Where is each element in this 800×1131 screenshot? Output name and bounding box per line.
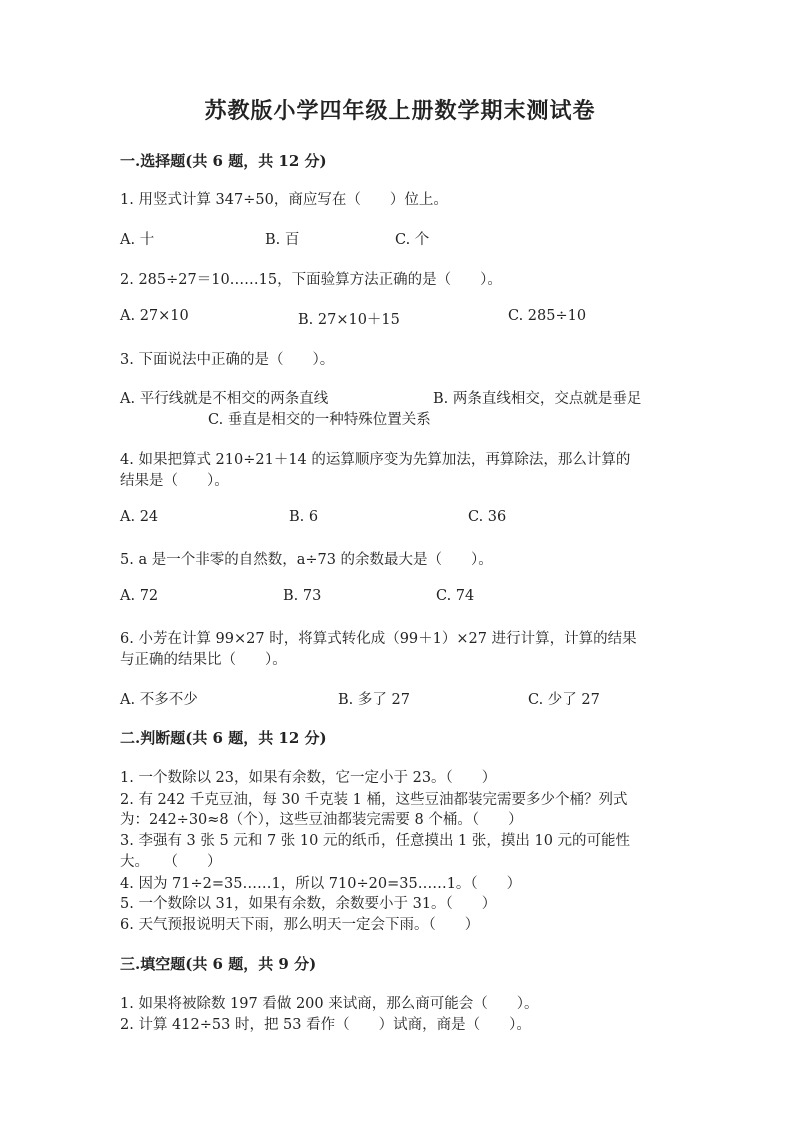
question-2: 2. 285÷27＝10……15，下面验算方法正确的是（ ）。 (120, 272, 502, 288)
q2-option-a: A. 27×10 (120, 308, 189, 324)
q1-option-a: A. 十 (120, 232, 155, 248)
q1-option-b: B. 百 (265, 232, 300, 248)
section-title-choice: 一.选择题(共 6 题，共 12 分) (120, 152, 327, 170)
judgement-line: 6. 天气预报说明天下雨，那么明天一定会下雨。（ ） (120, 917, 480, 933)
q6-option-c: C. 少了 27 (528, 692, 600, 708)
fill-in-line: 2. 计算 412÷53 时，把 53 看作（ ）试商，商是（ ）。 (120, 1017, 531, 1033)
section-title-fill-in: 三.填空题(共 6 题，共 9 分) (120, 955, 317, 973)
fill-in-line: 1. 如果将被除数 197 看做 200 来试商，那么商可能会（ ）。 (120, 996, 539, 1012)
question-5: 5. a 是一个非零的自然数，a÷73 的余数最大是（ ）。 (120, 552, 493, 568)
q4-option-b: B. 6 (289, 509, 319, 525)
q3-option-b: B. 两条直线相交，交点就是垂足 (433, 391, 642, 407)
q5-option-a: A. 72 (120, 588, 159, 604)
judgement-line: 为：242÷30≈8（个），这些豆油都装完需要 8 个桶。（ ） (120, 812, 523, 828)
q6-option-a: A. 不多不少 (120, 692, 198, 708)
question-6-line2: 与正确的结果比（ ）。 (120, 652, 287, 668)
q3-option-c: C. 垂直是相交的一种特殊位置关系 (208, 412, 431, 428)
q4-option-a: A. 24 (120, 509, 159, 525)
section-title-judgement: 二.判断题(共 6 题，共 12 分) (120, 729, 327, 747)
q6-option-b: B. 多了 27 (338, 692, 410, 708)
q2-option-c: C. 285÷10 (508, 308, 587, 324)
q4-option-c: C. 36 (468, 509, 507, 525)
judgement-line: 1. 一个数除以 23，如果有余数，它一定小于 23。（ ） (120, 770, 497, 786)
page-title: 苏教版小学四年级上册数学期末测试卷 (204, 98, 596, 124)
q2-option-b: B. 27×10＋15 (298, 312, 400, 328)
judgement-line: 2. 有 242 千克豆油，每 30 千克装 1 桶，这些豆油都装完需要多少个桶？列式 (120, 792, 628, 808)
judgement-line: 5. 一个数除以 31，如果有余数，余数要小于 31。（ ） (120, 896, 497, 912)
judgement-line: 大。 （ ） (120, 854, 222, 870)
question-3: 3. 下面说法中正确的是（ ）。 (120, 352, 335, 368)
question-1: 1. 用竖式计算 347÷50，商应写在（ ）位上。 (120, 192, 448, 208)
question-6-line1: 6. 小芳在计算 99×27 时，将算式转化成（99＋1）×27 进行计算，计算的结果 (120, 631, 637, 647)
judgement-line: 4. 因为 71÷2=35……1，所以 710÷20=35……1。（ ） (120, 876, 522, 892)
q5-option-c: C. 74 (436, 588, 475, 604)
q5-option-b: B. 73 (283, 588, 322, 604)
q1-option-c: C. 个 (395, 232, 430, 248)
q3-option-a: A. 平行线就是不相交的两条直线 (120, 391, 329, 407)
judgement-line: 3. 李强有 3 张 5 元和 7 张 10 元的纸币，任意摸出 1 张，摸出 10 元的可能性 (120, 833, 631, 849)
question-4-line2: 结果是（ ）。 (120, 473, 229, 489)
question-4-line1: 4. 如果把算式 210÷21＋14 的运算顺序变为先算加法，再算除法，那么计算的 (120, 452, 631, 468)
